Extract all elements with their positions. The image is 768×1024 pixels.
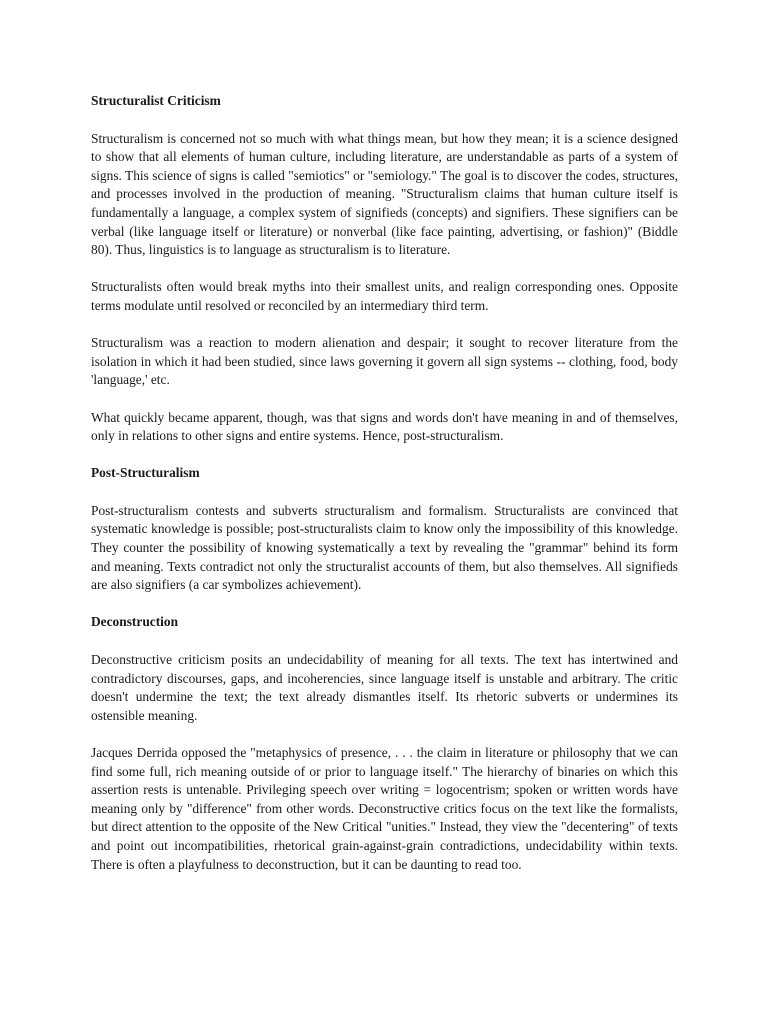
paragraph: Structuralists often would break myths into their smallest units, and realign corresponding ones. Opposite terms modulate until resolved or reconciled by an intermediary third term. [91, 279, 678, 313]
paragraph: Structuralism was a reaction to modern alienation and despair; it sought to recover literature from the isolation in which it had been studied, since laws governing it govern all sign systems -- clothing, food, body 'language,' etc. [91, 335, 678, 388]
paragraph: What quickly became apparent, though, was that signs and words don't have meaning in and of themselves, only in relations to other signs and entire systems. Hence, post-structuralism. [91, 409, 678, 444]
heading-structuralist-criticism: Structuralist Criticism [91, 93, 221, 108]
heading-post-structuralism: Post-Structuralism [91, 465, 200, 481]
paragraph: Structuralism is concerned not so much with what things mean, but how they mean; it is a science designed to show that all elements of human culture, including literature, are understandable as parts of a system of signs. This science of signs is called "semiotics" or "semiology." The goal is to discover the codes, structures, and processes involved in the production of meaning. "Structuralism claims that human culture itself is fundamentally a language, a complex system of signifieds (concepts) and signifiers. These signifiers can be verbal (like language itself or literature) or nonverbal (like face painting, advertising, or fashion)" (Biddle 80). Thus, linguistics is to language as structuralism is to literature. [91, 130, 678, 258]
paragraph: Post-structuralism contests and subverts structuralism and formalism. Structuralists are convinced that systematic knowledge is possible; post-structuralists claim to know only the impossibility of this knowledge. They counter the possibility of knowing systematically a text by revealing the "grammar" behind its form and meaning. Texts contradict not only the structuralist accounts of them, but also themselves. All signifieds are also signifiers (a car symbolizes achievement). [91, 502, 678, 593]
paragraph: Jacques Derrida opposed the "metaphysics of presence, . . . the claim in literature or philosophy that we can find some full, rich meaning outside of or prior to language itself." The hierarchy of binaries on which this assertion rests is untenable. Privileging speech over writing = logocentrism; spoken or written words have meaning only by "difference" from other words. Deconstructive critics focus on the text like the formalists, but direct attention to the opposite of the New Critical "unities." Instead, they view the "decentering" of texts and point out incompatibilities, rhetorical grain-against-grain contradictions, undecidability within texts. There is often a playfulness to deconstruction, but it can be daunting to read too. [91, 745, 678, 872]
paragraph: Deconstructive criticism posits an undecidability of meaning for all texts. The text has intertwined and contradictory discourses, gaps, and incoherencies, since language itself is unstable and arbitrary. The critic doesn't undermine the text; the text already dismantles itself. Its rhetoric subverts or undermines its ostensible meaning. [91, 652, 678, 723]
heading-deconstruction: Deconstruction [91, 614, 179, 630]
document-page [91, 92, 678, 893]
